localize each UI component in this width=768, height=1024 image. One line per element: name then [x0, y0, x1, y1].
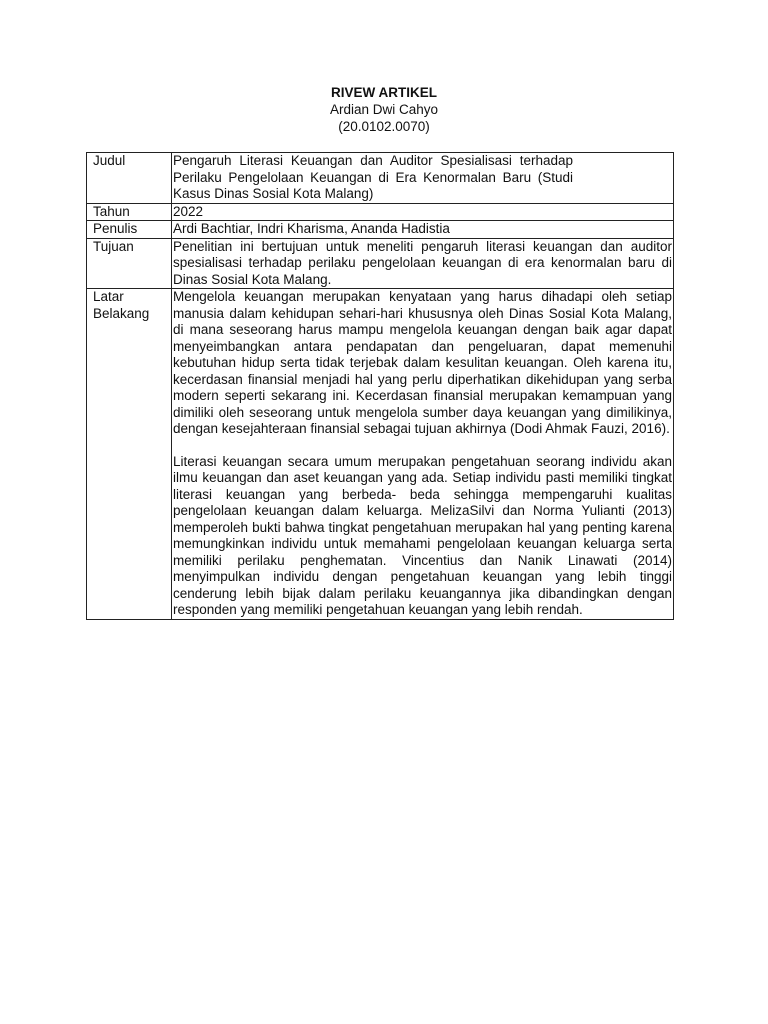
row-tahun	[87, 203, 674, 221]
document-title: RIVEW ARTIKEL	[331, 85, 437, 100]
value-tahun: 2022	[172, 203, 674, 221]
latar-belakang-paragraph-1: Mengelola keuangan merupakan kenyataan yang harus dihadapi oleh setiap manusia dalam kehidupan sehari-hari khususnya oleh Dinas Sosial Kota Malang, di mana seseorang harus mampu mengelola keuangan dengan baik agar dapat menyeimbangkan antara pendapatan dan pengeluaran, dapat memenuhi kebutuhan hidup serta tidak terjebak dalam kesulitan keuangan. Oleh karena itu, kecerdasan finansial menjadi hal yang perlu diperhatikan dikehidupan yang serba modern seperti sekarang ini. Kecerdasan finansial merupakan kemampuan yang dimiliki oleh seseorang untuk mengelola sumber daya keuangan yang dimilikinya, dengan kesejahteraan finansial sebagai tujuan akhirnya (Dodi Ahmak Fauzi, 2016).	[173, 289, 672, 436]
author-name: Ardian Dwi Cahyo	[329, 102, 439, 117]
value-judul: Pengaruh Literasi Keuangan dan Auditor Spesialisasi terhadap Perilaku Pengelolaan Keuangan di Era Kenormalan Baru (Studi Kasus Dinas Sosial Kota Malang)	[173, 153, 573, 201]
latar-belakang-paragraph-2: Literasi keuangan secara umum merupakan pengetahuan seorang individu akan ilmu keuangan dan aset keuangan yang ada. Setiap individu pasti memiliki tingkat literasi keuangan yang berbeda- beda sehingga mempengaruhi kualitas pengelolaan keuangan dalam keluarga. MelizaSilvi dan Norma Yulianti (2013) memperoleh bukti bahwa tingkat pengetahuan merupakan hal yang penting karena memungkinkan individu untuk memahami pengelolaan keuangan keluarga serta memiliki perilaku penghematan. Vincentius dan Nanik Linawati (2014) menyimpulkan individu dengan pengetahuan keuangan yang lebih tinggi cenderung lebih bijak dalam perilaku keuangannya jika dibandingkan dengan responden yang memiliki pengetahuan keuangan yang lebih rendah.	[173, 453, 672, 617]
row-judul	[87, 153, 674, 204]
value-latar-belakang	[172, 289, 674, 620]
label-penulis: Penulis	[87, 221, 172, 239]
row-tujuan	[87, 238, 674, 289]
label-judul: Judul	[87, 153, 172, 204]
label-tujuan: Tujuan	[87, 238, 172, 289]
value-tujuan: Penelitian ini bertujuan untuk meneliti pengaruh literasi keuangan dan auditor spesialisasi terhadap perilaku pengelolaan keuangan di era kenormalan baru di Dinas Sosial Kota Malang.	[173, 238, 672, 287]
value-penulis: Ardi Bachtiar, Indri Kharisma, Ananda Hadistia	[172, 221, 674, 239]
label-latar: Latar	[93, 289, 124, 304]
review-table	[86, 152, 674, 620]
document-header	[0, 84, 768, 135]
label-tahun: Tahun	[87, 203, 172, 221]
row-latar-belakang	[87, 289, 674, 620]
label-belakang: Belakang	[93, 305, 150, 321]
label-latar-belakang	[87, 289, 172, 620]
row-penulis	[87, 221, 674, 239]
student-id: (20.0102.0070)	[338, 119, 430, 134]
value-judul-cell	[172, 153, 674, 204]
